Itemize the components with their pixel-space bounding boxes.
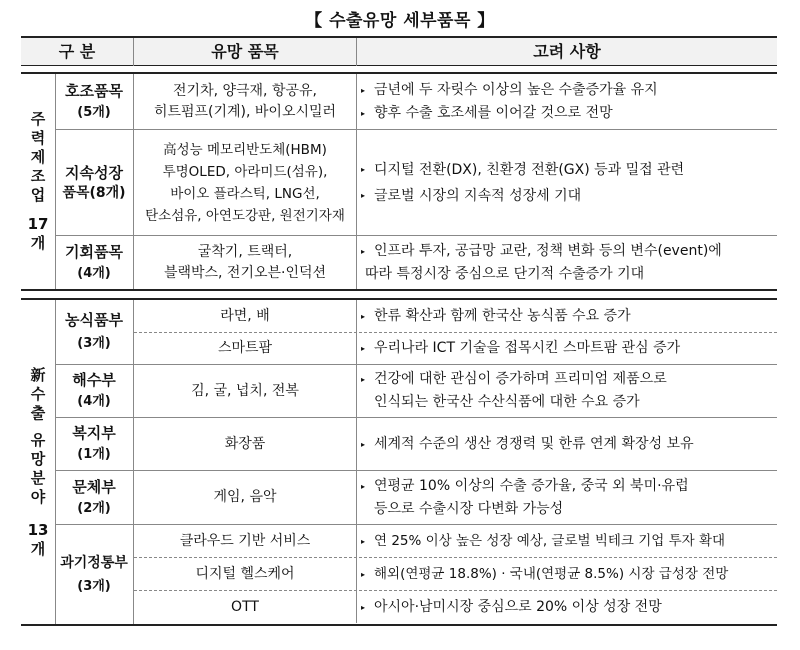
category-count: (3개): [77, 578, 111, 594]
page-title: 【 수출유망 세부품목 】: [305, 11, 495, 31]
items-cell: 화장품: [134, 418, 357, 470]
category-count: (4개): [77, 394, 111, 409]
items-cell: 디지털 헬스케어: [134, 558, 357, 590]
category-count: (5개): [77, 104, 111, 120]
category-name: 호조품목: [65, 81, 123, 100]
category-count: (3개): [77, 336, 111, 351]
category-name: 과기정통부: [60, 554, 128, 571]
category-count: (2개): [77, 500, 111, 516]
items-cell: 클라우드 기반 서비스: [134, 525, 357, 557]
items-cell: 굴착기, 트랙터, 블랙박스, 전기오븐·인덕션: [134, 236, 357, 289]
table-row: [55, 525, 777, 624]
header-category: 구 분: [21, 38, 134, 66]
new-group-label: 新 수 출 유 망 분 야 13 개: [21, 300, 56, 624]
notes-cell: ▸ 건강에 대한 관심이 증가하며 프리미엄 제품으로 인식되는 한국산 수산식품에 대한 수요 증가: [361, 371, 667, 410]
notes-cell: ▸ 연 25% 이상 높은 성장 예상, 글로벌 빅테크 기업 투자 확대: [361, 532, 726, 549]
items-cell: 게임, 음악: [134, 471, 357, 524]
notes-cell: ▸ 세계적 수준의 생산 경쟁력 및 한류 연계 확장성 보유: [361, 435, 694, 452]
header-considerations: 고려 사항: [533, 42, 601, 61]
items-cell: 스마트팜: [134, 332, 357, 364]
table-row: [55, 74, 777, 129]
notes-cell: ▸ 인프라 투자, 공급망 교란, 정책 변화 등의 변수(event)에 따라 특정시장 중심으로 단기적 수출증가 기대: [361, 242, 722, 282]
category-count: 품목(8개): [62, 184, 126, 201]
table-row: [55, 365, 777, 417]
items-cell: 전기차, 양극재, 항공유, 히트펌프(기계), 바이오시밀러: [134, 74, 357, 129]
items-cell: OTT: [134, 591, 357, 623]
notes-cell: ▸ 연평균 10% 이상의 수출 증가율, 중국 외 북미·유럽 등으로 수출시장 다변화 가능성: [361, 477, 689, 517]
notes-cell: ▸ 한류 확산과 함께 한국산 농식품 수요 증가: [361, 307, 631, 324]
items-cell: 김, 굴, 넙치, 전복: [134, 365, 357, 417]
table-row: [55, 300, 777, 364]
category-name: 복지부: [72, 424, 116, 442]
table-row: [55, 130, 777, 235]
table-row: [55, 471, 777, 524]
category-count: (4개): [77, 265, 111, 281]
table-row: [55, 418, 777, 470]
export-items-table: [21, 36, 777, 626]
category-name: 기회품목: [65, 242, 123, 261]
table-header: [21, 36, 777, 66]
notes-cell: ▸ 해외(연평균 18.8%) · 국내(연평균 8.5%) 시장 급성장 전망: [361, 565, 729, 582]
main-group-label: 주 력 제 조 업 17 개: [21, 74, 56, 289]
notes-cell: ▸ 아시아·남미시장 중심으로 20% 이상 성장 전망: [361, 598, 662, 615]
main-manufacturing-section: [21, 72, 777, 291]
header-items: 유망 품목: [134, 38, 357, 66]
category-name: 농식품부: [65, 311, 123, 329]
category-name: 해수부: [72, 371, 116, 389]
category-name: 지속성장: [65, 163, 123, 182]
notes-cell: ▸ 디지털 전환(DX), 친환경 전환(GX) 등과 밀접 관련 ▸ 글로벌 시장의 지속적 성장세 기대: [361, 161, 685, 204]
new-export-section: [21, 298, 777, 626]
table-row: [55, 236, 777, 289]
notes-cell: ▸ 금년에 두 자릿수 이상의 높은 수출증가율 유지 ▸ 향후 수출 호조세를 이어갈 것으로 전망: [361, 81, 658, 121]
items-cell: 라면, 배: [134, 300, 357, 332]
category-count: (1개): [77, 447, 111, 462]
items-cell: 高성능 메모리반도체(HBM) 투명OLED, 아라미드(섬유), 바이오 플라스틱, LNG선, 탄소섬유, 아연도강판, 원전기자재: [134, 130, 357, 235]
category-name: 문체부: [72, 477, 116, 496]
notes-cell: ▸ 우리나라 ICT 기술을 접목시킨 스마트팜 관심 증가: [361, 339, 681, 356]
